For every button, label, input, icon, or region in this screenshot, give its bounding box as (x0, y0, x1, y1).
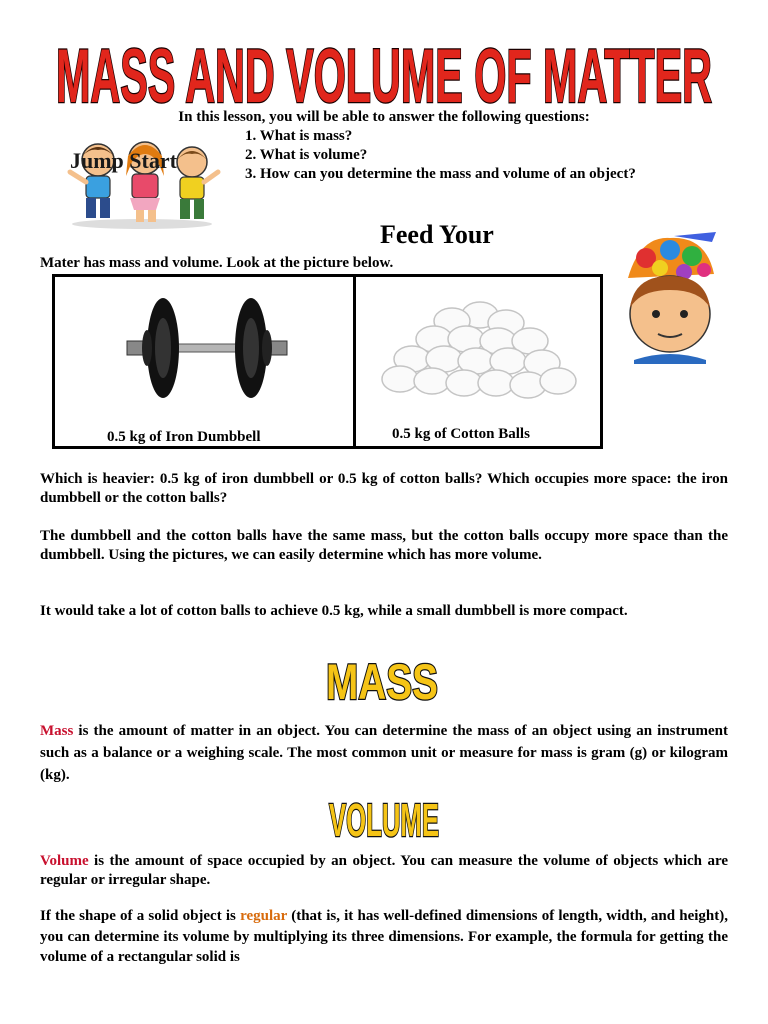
mass-heading (0, 652, 768, 704)
page-title-text: MASS AND VOLUME OF MATTER (56, 34, 712, 112)
regular-term: regular (240, 908, 288, 924)
volume-heading-text: VOLUME (329, 794, 439, 840)
volume-term: Volume (40, 853, 89, 869)
question-list (245, 127, 728, 184)
mass-text: is the amount of matter in an object. You can determine the mass of an object using an instrument such as a balance or a weighing scale. The most common unit or measure for mass is gram (g) or kilogram (kg). (40, 723, 728, 783)
explanation-paragraph: The dumbbell and the cotton balls have the same mass, but the cotton balls occupy more space than the dumbbell. Using the pictures, we can easily determine which has more volume. (40, 528, 728, 563)
cotton-caption: 0.5 kg of Cotton Balls (392, 426, 530, 442)
intro-lead: In this lesson, you will be able to answer the following questions: (178, 109, 590, 125)
jump-start-label: Jump Start (70, 148, 177, 173)
mass-heading-text: MASS (326, 654, 438, 704)
comparison-picture-box (52, 274, 603, 449)
regular-shape-paragraph (40, 906, 728, 968)
dumbbell-image (117, 295, 297, 405)
mass-term: Mass (40, 723, 74, 739)
feed-your-heading: Feed Your (380, 220, 494, 249)
question-item: 2. What is volume? (245, 147, 368, 163)
volume-definition (40, 852, 728, 890)
volume-heading (0, 792, 768, 840)
dumbbell-caption: 0.5 kg of Iron Dumbbell (107, 429, 261, 445)
kids-clipart (60, 132, 225, 230)
volume-text: is the amount of space occupied by an object. You can measure the volume of objects which are regular or irregular shape. (40, 853, 728, 888)
mass-definition (40, 720, 728, 786)
cotton-balls-image (380, 295, 580, 415)
compact-paragraph: It would take a lot of cotton balls to achieve 0.5 kg, while a small dumbbell is more compact. (40, 603, 628, 619)
regular-text-rest: (that is, it has well-defined dimensions of length, width, and height), you can determine its volume by multiplying its three dimensions. For example, the formula for getting the volume of a rectangular solid is (40, 908, 729, 965)
question-item: 1. What is mass? (245, 128, 353, 144)
picture-divider (353, 277, 356, 446)
question-item: 3. How can you determine the mass and volume of an object? (245, 166, 636, 182)
thinking-boy-clipart (620, 232, 720, 364)
question-paragraph: Which is heavier: 0.5 kg of iron dumbbell or 0.5 kg of cotton balls? Which occupies more space: the iron dumbbell or the cotton balls? (40, 471, 728, 506)
intro-sentence: Mater has mass and volume. Look at the picture below. (40, 255, 394, 271)
page-title (0, 30, 768, 112)
regular-text-start: If the shape of a solid object is (40, 908, 241, 924)
